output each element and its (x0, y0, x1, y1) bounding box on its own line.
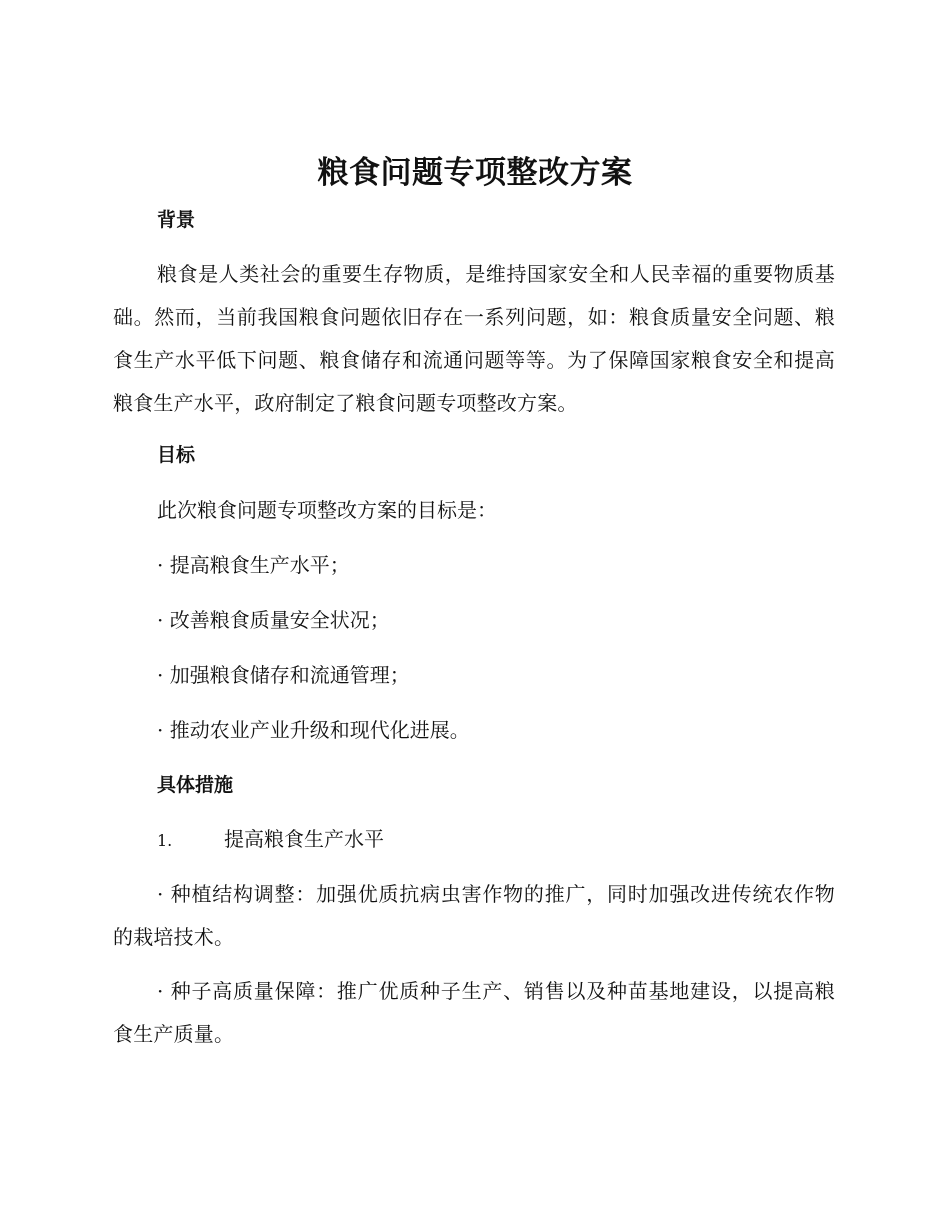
document-title: 粮食问题专项整改方案 (317, 155, 633, 191)
section-heading-measures: 具体措施 (157, 774, 234, 796)
measure-paragraph: · 种植结构调整：加强优质抗病虫害作物的推广，同时加强改进传统农作物的栽培技术。 (113, 882, 835, 949)
measure-numbered-item (157, 824, 384, 856)
measure-paragraph: · 种子高质量保障：推广优质种子生产、销售以及种苗基地建设，以提高粮食生产质量。 (113, 979, 835, 1046)
measure-number: 1. (157, 831, 173, 850)
goal-item: · 提高粮食生产水平； (157, 553, 350, 577)
section-heading-goals: 目标 (157, 444, 196, 466)
background-paragraph: 粮食是人类社会的重要生存物质，是维持国家安全和人民幸福的重要物质基础。然而，当前我国粮食问题依旧存在一系列问题，如：粮食质量安全问题、粮食生产水平低下问题、粮食储存和流通问题等等。为了保障国家粮食安全和提高粮食生产水平，政府制定了粮食问题专项整改方案。 (113, 262, 835, 415)
goal-item: · 改善粮食质量安全状况； (157, 608, 390, 632)
goal-item: · 加强粮食储存和流通管理； (157, 663, 410, 687)
goal-item: · 推动农业产业升级和现代化进展。 (157, 718, 470, 742)
section-heading-background: 背景 (157, 209, 196, 231)
goals-intro: 此次粮食问题专项整改方案的目标是： (157, 498, 497, 522)
measure-label: 提高粮食生产水平 (224, 827, 384, 851)
